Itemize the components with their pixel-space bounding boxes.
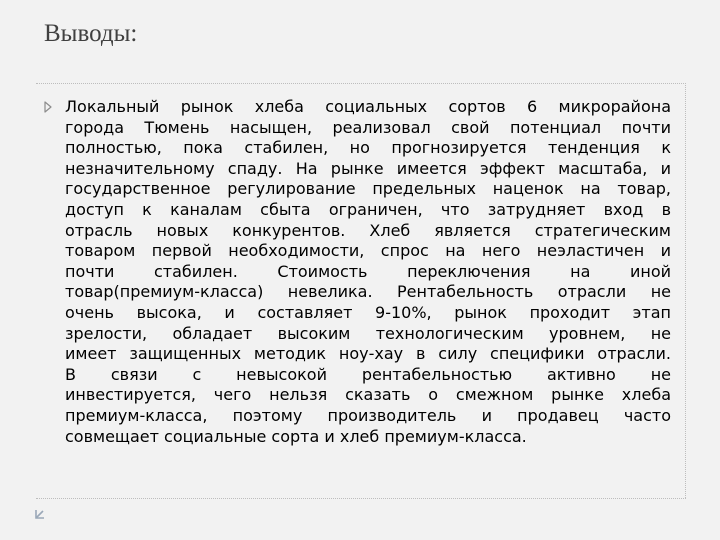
body-line: полностью, пока стабилен, но прогнозируется тенденция к <box>65 138 671 158</box>
body-line: Локальный рынок хлеба социальных сортов 6 микрорайона <box>65 97 671 116</box>
body-line: зрелости, обладает высоким технологическим уровнем, не <box>65 323 671 343</box>
body-line: незначительному спаду. На рынке имеется эффект масштаба, и <box>65 158 671 178</box>
bottom-divider <box>36 498 686 499</box>
body-line: очень высока, и составляет 9-10%, рынок проходит этап <box>65 302 671 322</box>
body-line: отрасль новых конкурентов. Хлеб является стратегическим <box>65 220 671 240</box>
corner-chevron-icon <box>33 507 47 521</box>
body-line: инвестируется, чего нельзя сказать о смежном рынке хлеба <box>65 385 671 405</box>
body-text <box>65 97 671 447</box>
slide-title: Выводы: <box>44 20 138 47</box>
body-line: товар(премиум-класса) невелика. Рентабельность отрасли не <box>65 282 671 302</box>
body-line: В связи с невысокой рентабельностью активно не <box>65 364 671 384</box>
body-line: имеет защищенных методик ноу-хау в силу специфики отрасли. <box>65 344 671 364</box>
body-line: премиум-класса, поэтому производитель и продавец часто <box>65 405 671 425</box>
body-line: почти стабилен. Стоимость переключения на иной <box>65 261 671 281</box>
body-line: города Тюмень насыщен, реализовал свой потенциал почти <box>65 117 671 137</box>
top-divider <box>36 83 686 84</box>
body-line: государственное регулирование предельных наценок на товар, <box>65 179 671 199</box>
triangle-right-icon <box>44 101 52 113</box>
body-line: товаром первой необходимости, спрос на него неэластичен и <box>65 241 671 261</box>
body-line: доступ к каналам сбыта ограничен, что затрудняет вход в <box>65 199 671 219</box>
body-line: совмещает социальные сорта и хлеб премиум-класса. <box>65 426 527 446</box>
right-divider <box>685 83 686 498</box>
